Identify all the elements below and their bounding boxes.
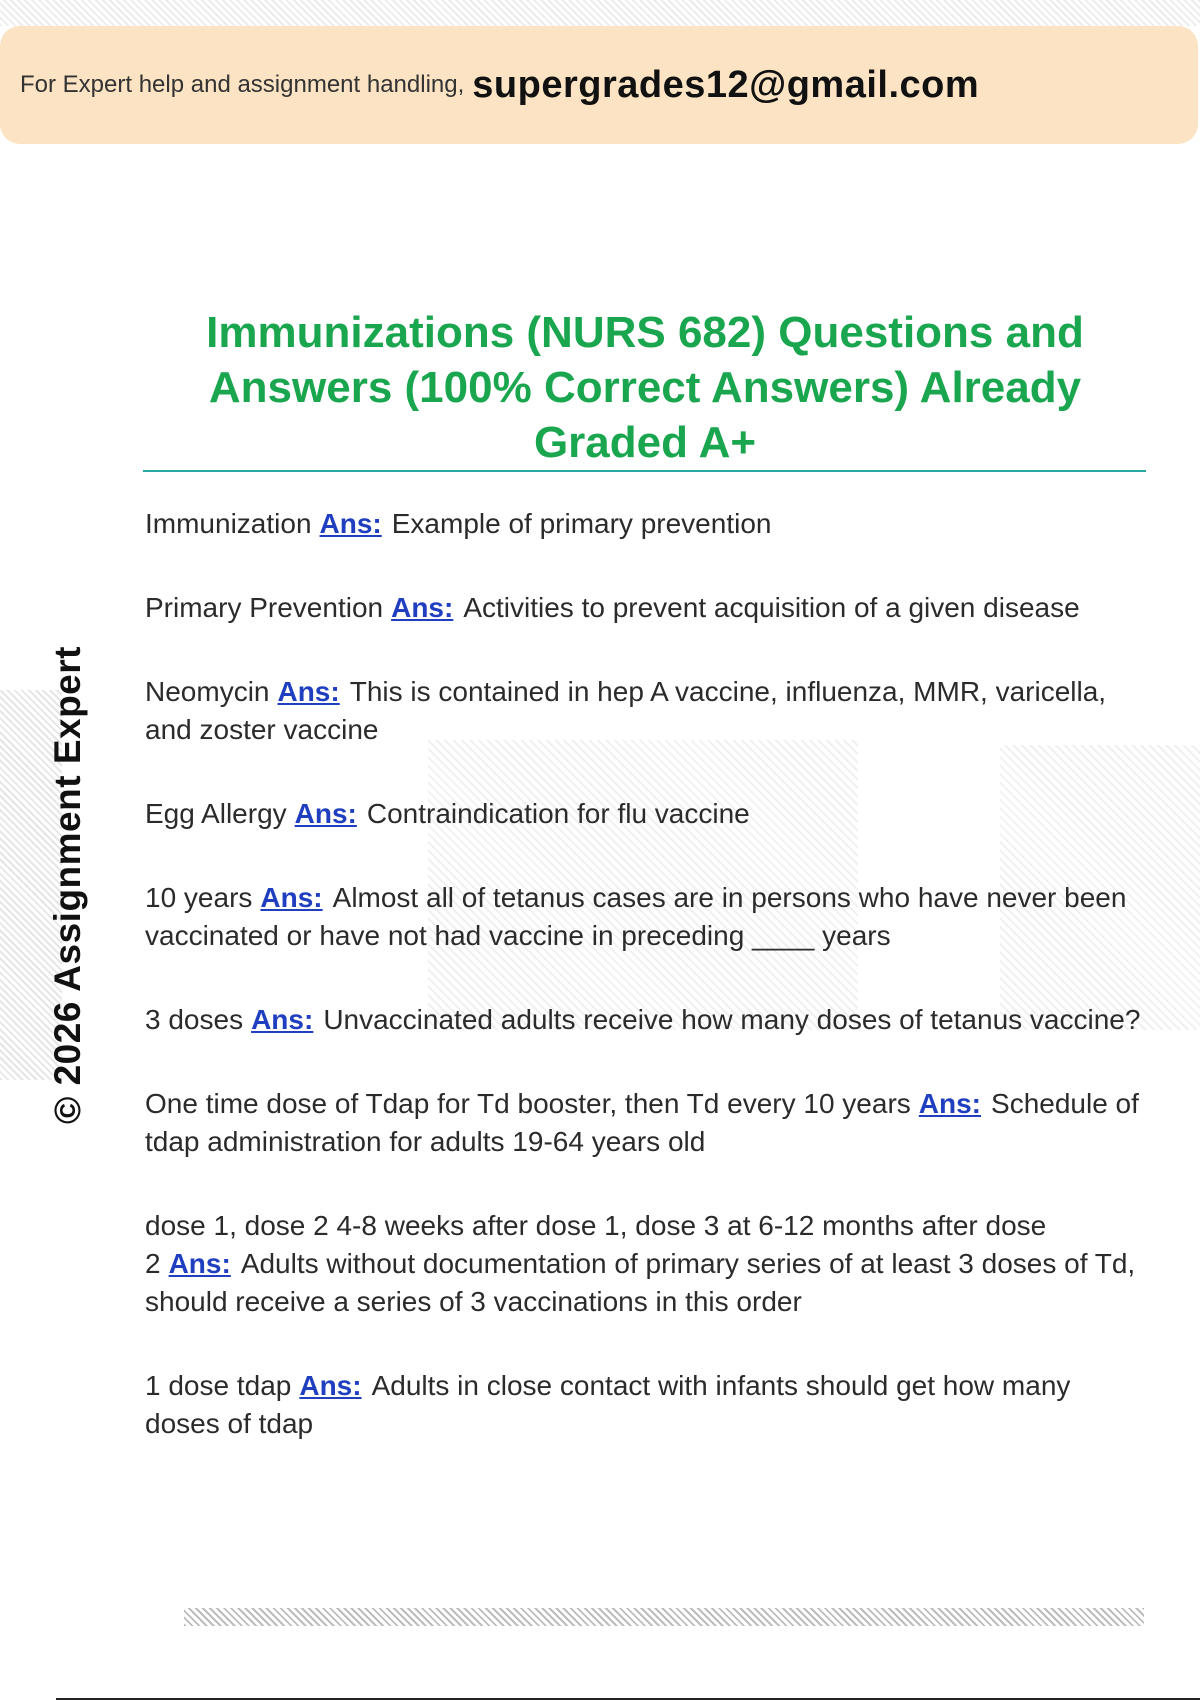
qa-answer: This is contained in hep A vaccine, influenza, MMR, varicella, and zoster vaccine <box>145 676 1107 745</box>
qa-item <box>145 795 1145 833</box>
ans-label: Ans: <box>260 882 323 913</box>
qa-term: Egg Allergy <box>145 798 287 829</box>
qa-item <box>145 1001 1145 1039</box>
title-divider <box>143 470 1146 472</box>
qa-answer: Adults in close contact with infants should get how many doses of tdap <box>145 1370 1071 1439</box>
top-pattern-border <box>0 0 1200 26</box>
bottom-pattern-divider <box>184 1608 1144 1626</box>
ans-label: Ans: <box>277 676 340 707</box>
qa-term: 3 doses <box>145 1004 244 1035</box>
qa-answer: Schedule of tdap administration for adults 19-64 years old <box>145 1088 1139 1157</box>
ans-label: Ans: <box>251 1004 314 1035</box>
qa-answer: Contraindication for flu vaccine <box>366 798 750 829</box>
qa-item <box>145 879 1145 955</box>
qa-answer: Unvaccinated adults receive how many doses of tetanus vaccine? <box>323 1004 1141 1035</box>
qa-term: 1 dose tdap <box>145 1370 292 1401</box>
ans-label: Ans: <box>299 1370 362 1401</box>
banner-text: For Expert help and assignment handling, <box>20 71 465 98</box>
qa-item <box>145 673 1145 749</box>
ans-label: Ans: <box>391 592 454 623</box>
copyright-watermark-text: © 2026 Assignment Expert <box>47 646 88 1124</box>
banner-email[interactable]: supergrades12@gmail.com <box>472 63 980 106</box>
qa-term: Primary Prevention <box>145 592 384 623</box>
qa-term: Immunization <box>145 508 312 539</box>
qa-item <box>145 1085 1145 1161</box>
qa-answer: Almost all of tetanus cases are in persons who have never been vaccinated or have not had vaccine in preceding ____ years <box>145 882 1127 951</box>
qa-item <box>145 505 1145 543</box>
qa-item <box>145 589 1145 627</box>
document-title: Immunizations (NURS 682) Questions and Answers (100% Correct Answers) Already Graded A+ <box>206 308 1084 467</box>
ans-label: Ans: <box>294 798 357 829</box>
qa-term: One time dose of Tdap for Td booster, then Td every 10 years <box>145 1088 911 1119</box>
qa-answer: Adults without documentation of primary series of at least 3 doses of Td, should receive a series of 3 vaccinations in this order <box>145 1248 1136 1317</box>
qa-item <box>145 1207 1145 1321</box>
qa-term: 10 years <box>145 882 253 913</box>
qa-item <box>145 1367 1145 1443</box>
qa-answer: Activities to prevent acquisition of a given disease <box>463 592 1080 623</box>
qa-answer: Example of primary prevention <box>391 508 772 539</box>
qa-term: dose 1, dose 2 4-8 weeks after dose 1, dose 3 at 6-12 months after dose 2 <box>145 1210 1047 1279</box>
contact-banner <box>0 26 1198 144</box>
ans-label: Ans: <box>168 1248 231 1279</box>
ans-label: Ans: <box>319 508 382 539</box>
qa-list <box>145 505 1145 1489</box>
qa-term: Neomycin <box>145 676 270 707</box>
ans-label: Ans: <box>918 1088 982 1119</box>
